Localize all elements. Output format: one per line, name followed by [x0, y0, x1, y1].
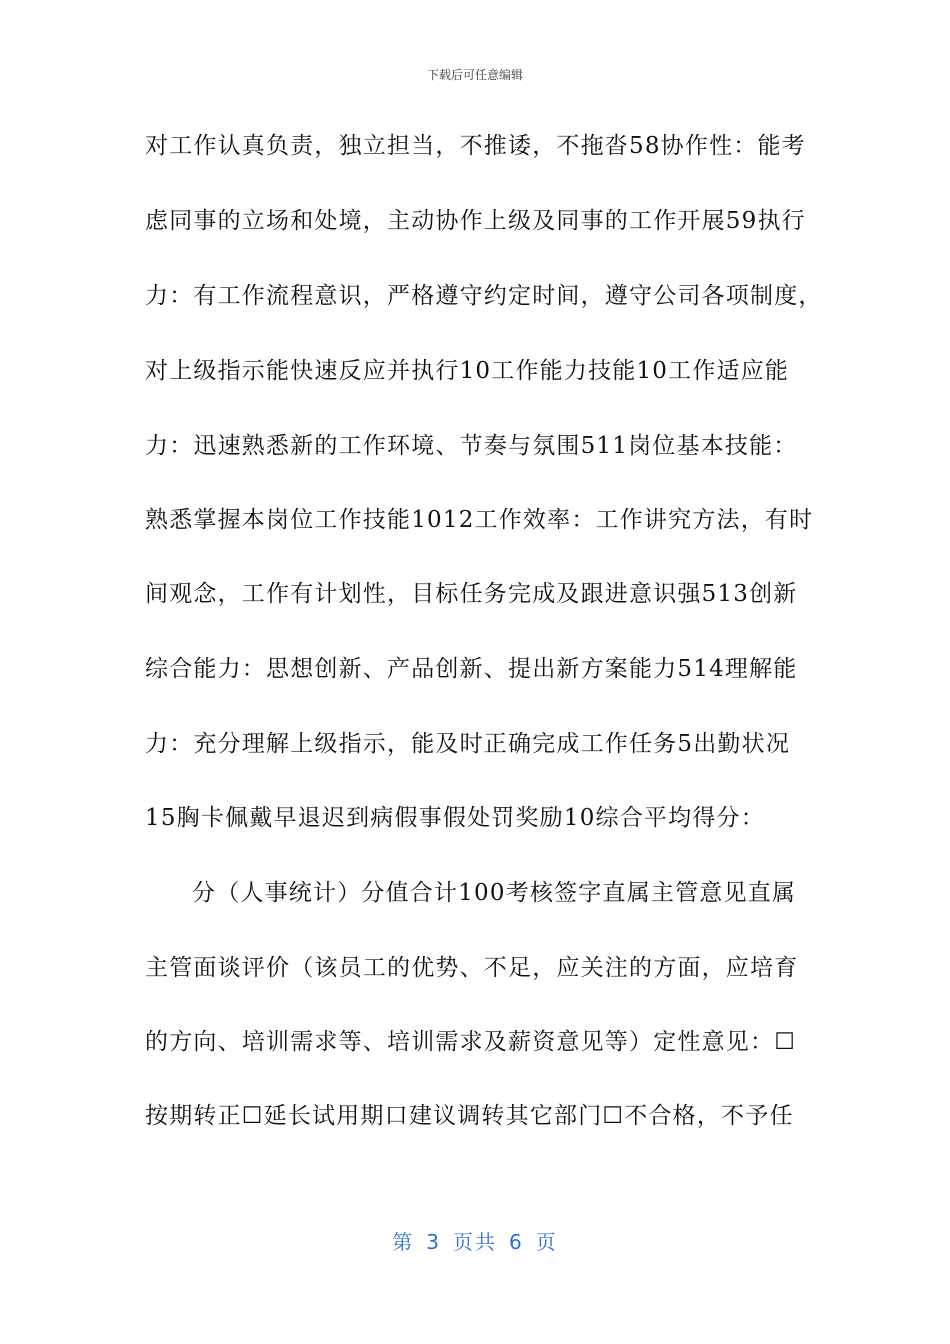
text-line: 力：迅速熟悉新的工作环境、节奏与氛围511岗位基本技能： — [145, 433, 798, 459]
page-footer-middle: 页共 — [453, 1230, 497, 1254]
text-line: 对上级指示能快速反应并执行10工作能力技能10工作适应能 — [145, 358, 790, 384]
page-footer-current: 3 — [426, 1230, 441, 1254]
text-line: 综合能力：思想创新、产品创新、提出新方案能力514理解能 — [145, 656, 798, 682]
page-footer-prefix: 第 — [392, 1230, 415, 1254]
page-header: 下载后可任意编辑 — [426, 68, 523, 82]
text-line-indented: 分（人事统计）分值合计100考核签字直属主管意见直属 — [192, 880, 797, 906]
text-line: 虑同事的立场和处境，主动协作上级及同事的工作开展59执行 — [145, 208, 806, 234]
text-line: 按期转正☐延长试用期口建议调转其它部门☐不合格，不予任 — [145, 1103, 794, 1129]
text-line: 力：充分理解上级指示，能及时正确完成工作任务5出勤状况 — [145, 731, 791, 757]
page-footer-suffix: 页 — [535, 1230, 558, 1254]
text-line: 间观念，工作有计划性，目标任务完成及跟进意识强513创新 — [145, 581, 798, 607]
text-line: 熟悉掌握本岗位工作技能1012工作效率：工作讲究方法，有时 — [145, 507, 814, 533]
text-line: 对工作认真负责，独立担当，不推诿，不拖沓58协作性：能考 — [145, 133, 806, 159]
page-footer — [0, 1226, 950, 1255]
text-line: 力：有工作流程意识，严格遵守约定时间，遵守公司各项制度， — [145, 283, 823, 309]
page-footer-total: 6 — [509, 1230, 524, 1254]
text-line: 主管面谈评价（该员工的优势、不足，应关注的方面，应培育 — [145, 955, 799, 981]
text-line: 15胸卡佩戴早退迟到病假事假处罚奖励10综合平均得分： — [145, 805, 765, 831]
text-line: 的方向、培训需求等、培训需求及薪资意见等）定性意见：☐ — [145, 1029, 797, 1055]
